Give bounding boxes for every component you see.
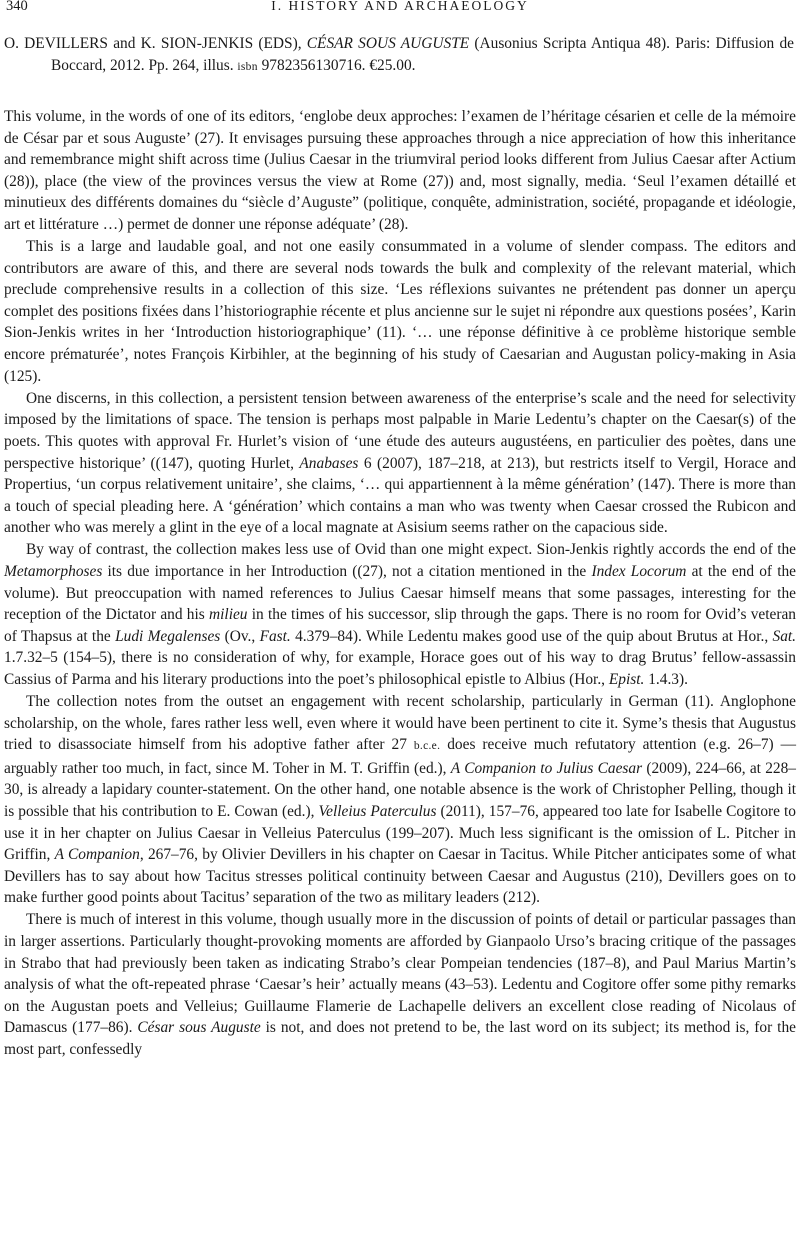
body-paragraph	[4, 106, 796, 236]
paragraph-text: This volume, in the words of one of its editors, ‘englobe deux approches: l’examen de l’héritage césarien et celle de la mémoire de César par et sous Auguste’ (27). It envisages pursuing these approaches through a nice appreciation of how this inheritance and remembrance might shift across time (Julius Caesar in the triumviral period looks different from Julius Caesar after Actium (28)), place (the view of the provinces versus the view at Rome (27)) and, most signally, media. ‘Seul l’examen détaillé et minutieux des différents domaines du “siècle d’Auguste” (politique, conquête, administration, société, propagande et idéologie, art et littérature …) permet de donner une réponse adéquate’ (28).	[4, 108, 796, 233]
citation-editors: O. DEVILLERS and K. SION-JENKIS (EDS),	[4, 35, 307, 52]
italic-text: Velleius Paterculus	[318, 803, 437, 820]
body-paragraph	[4, 388, 796, 539]
italic-text: Metamorphoses	[4, 562, 103, 580]
body-paragraph	[4, 909, 796, 1060]
italic-text: Ludi Megalenses	[115, 627, 221, 645]
review-body	[4, 106, 796, 1061]
italic-text: Sat.	[772, 627, 797, 645]
italic-text: Index Locorum	[591, 562, 687, 580]
paragraph-text: 1.4.3).	[644, 670, 688, 688]
paragraph-text: (Ov.,	[220, 627, 260, 645]
paragraph-text: is not, and does not pretend to be, the last word on its subject; its method is, for the most part, confessedly	[4, 1019, 796, 1059]
paragraph-text: its due importance in her Introduction ((27), not a citation mentioned in the	[102, 562, 592, 580]
book-citation	[4, 33, 796, 78]
paragraph-text: (2009), 224–66, at 228–30, is already a lapidary counter-statement. On the other hand, one notable absence is the work of Christopher Pelling, though it is possible that his contribution to E. Cowan (ed.),	[4, 759, 796, 820]
citation-isbn-label: isbn	[237, 60, 258, 73]
italic-text: Fast.	[259, 627, 291, 645]
italic-text: César sous Auguste	[137, 1019, 261, 1037]
italic-text: Anabases	[299, 454, 359, 472]
paragraph-text: One discerns, in this collection, a persistent tension between awareness of the enterprise’s scale and the need for selectivity imposed by the limitations of space. The tension is perhaps most palpable in Marie Ledentu’s chapter on the Caesar(s) of the poets. This quotes with approval Fr. Hurlet’s vision of ‘une étude des auteurs augustéens, en particulier des poètes, dans une perspective historique’ ((147), quoting Hurlet,	[4, 389, 796, 472]
body-paragraph	[4, 236, 796, 387]
paragraph-text: By way of contrast, the collection makes less use of Ovid than one might expect. Sion-Jenkis rightly accords the end of the	[26, 541, 796, 559]
body-paragraph	[4, 691, 796, 909]
paragraph-text: The collection notes from the outset an engagement with recent scholarship, particularly in German (11). Anglophone scholarship, on the whole, fares rather less well, even where it would have been pertinent to cite it. Syme’s thesis that Augustus tried to disassociate himself from his adoptive father after 27	[4, 693, 796, 754]
citation-details: (Ausonius Scripta Antiqua 48). Paris: Diffusion de Boccard, 2012. Pp. 264, illus.	[51, 35, 794, 74]
paragraph-text: , 267–76, by Olivier Devillers in his chapter on Caesar in Tacitus. While Pitcher anticipates some of what Devillers has to say about how Tacitus stresses political continuity between Caesar and Augustus (210), Devillers goes on to make further good points about Tacitus’ separation of the two as military leaders (212).	[4, 846, 796, 907]
italic-text: milieu	[209, 606, 248, 624]
paragraph-text: There is much of interest in this volume, though usually more in the discussion of points of detail or particular passages than in larger assertions. Particularly thought-provoking moments are afforded by Gianpaolo Urso’s bracing critique of the passages in Strabo that had previously been taken as indicating Strabo’s clear Pompeian tendencies (187–8), and Paul Marius Martin’s analysis of what the oft-repeated phrase ‘Caesar’s heir’ actually means (43–53). Ledentu and Cogitore offer some pithy remarks on the Augustan poets and Velleius; Guillaume Flamerie de Lachapelle delivers an excellent close reading of Nicolaus of Damascus (177–86).	[4, 911, 796, 1037]
paragraph-text: does receive much refutatory attention (e.g. 26–7) — arguably rather too much, in fact, since M. Toher in M. T. Griffin (ed.),	[4, 736, 797, 777]
body-paragraph	[4, 539, 796, 690]
section-title: I. HISTORY AND ARCHAEOLOGY	[271, 0, 529, 13]
italic-text: A Companion	[54, 846, 140, 864]
paragraph-text: This is a large and laudable goal, and not one easily consummated in a volume of slender compass. The editors and contributors are aware of this, and there are several nods towards the bulk and complexity of the relevant material, which preclude comprehensive results in a collection of this size. ‘Les réflexions suivantes ne prétendent pas donner un aperçu complet des positions fixées dans l’historiographie récente et plus ancienne sur le sujet ni répondre aux questions posées’, Karin Sion-Jenkis writes in her ‘Introduction historiographique’ (11). ‘… une réponse définitive à ce problème historique semble encore prématurée’, notes François Kirbihler, at the beginning of his study of Caesarian and Augustan policy-making in Asia (125).	[4, 238, 796, 385]
paragraph-text: at the end of the volume). But preoccupation with named references to Julius Caesar himself means that some passages, interesting for the reception of the Dictator and his	[4, 562, 797, 624]
page-number: 340	[6, 0, 28, 14]
paragraph-text: (2011), 157–76, appeared too late for Isabelle Cogitore to use it in her chapter on Julius Caesar in Velleius Paterculus (199–207). Much less significant is the omission of L. Pitcher in Griffin,	[4, 803, 796, 864]
paragraph-text: 4.379–84). While Ledentu makes good use of the quip about Brutus at Hor.,	[290, 627, 773, 645]
paragraph-text: 6 (2007), 187–218, at 213), but restricts itself to Vergil, Horace and Propertius, ‘un corpus relativement unitaire’, she claims, ‘… qui appartiennent à la même génération’ (147). There is more than a touch of special pleading here. A ‘génération’ which contains a man who was twenty when Caesar crossed the Rubicon and another who was merely a glint in the eye of a local magnate at Asisium seems rather on the capacious side.	[4, 454, 797, 537]
italic-text: Epist.	[608, 670, 645, 688]
running-header	[4, 0, 796, 15]
paragraph-text: 1.7.32–5 (154–5), there is no consideration of why, for example, Horace goes out of his way to drag Brutus’ fellow-assassin Cassius of Parma and his literary productions into the poet’s philosophical epistle to Albius (Hor.,	[4, 649, 796, 688]
citation-isbn-price: 9782356130716. €25.00.	[257, 56, 416, 74]
citation-book-title: CÉSAR SOUS AUGUSTE	[306, 35, 470, 52]
small-caps-text: b.c.e.	[413, 740, 441, 753]
paragraph-text: in the times of his successor, slip through the gaps. There is no room for Ovid’s veteran of Thapsus at the	[4, 606, 796, 645]
italic-text: A Companion to Julius Caesar	[450, 759, 643, 777]
